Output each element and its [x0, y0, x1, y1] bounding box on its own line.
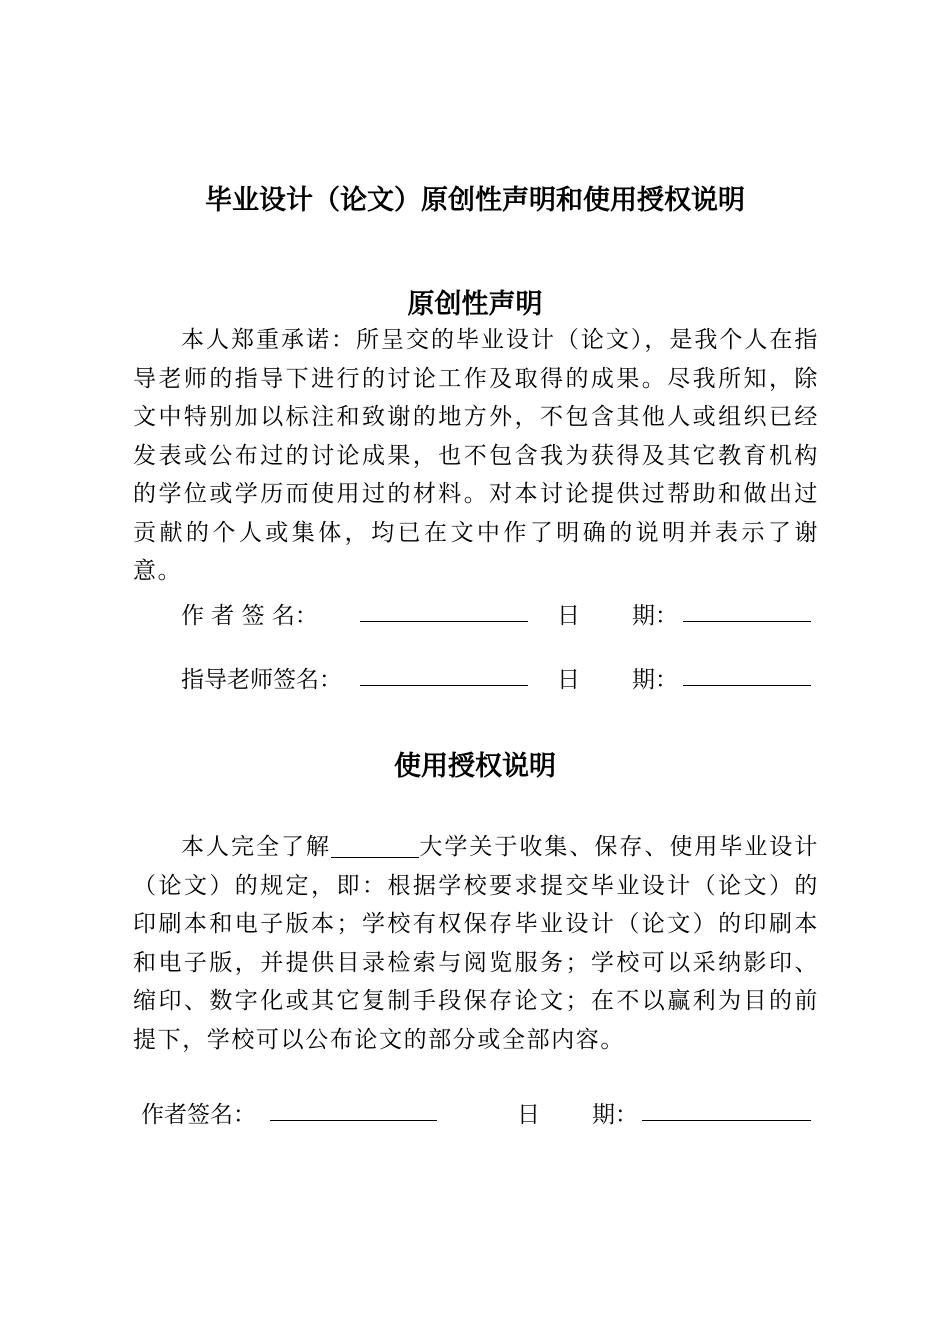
- date-label-char-2: 期：: [632, 603, 678, 629]
- date-label-char-2: 期：: [592, 1102, 638, 1128]
- authorization-author-signature-line[interactable]: [270, 1098, 437, 1121]
- originality-statement-body: 本人郑重承诺：所呈交的毕业设计（论文），是我个人在指导老师的指导下进行的讨论工作及取得的成果。尽我所知，除文中特别加以标注和致谢的地方外，不包含其他人或组织已经发表或公布过的讨论成果，也不包含我为获得及其它教育机构的学位或学历而使用过的材料。对本讨论提供过帮助和做出过贡献的个人或集体，均已在文中作了明确的说明并表示了谢意。: [133, 327, 819, 584]
- advisor-signature-line[interactable]: [360, 663, 528, 686]
- author-date-line[interactable]: [683, 599, 811, 622]
- date-label-char-1: 日: [517, 1102, 540, 1128]
- authorization-statement-body: [133, 828, 819, 1059]
- university-name-blank[interactable]: [331, 837, 419, 858]
- originality-section-title: 原创性声明: [407, 289, 543, 320]
- document-title: 毕业设计（论文）原创性声明和使用授权说明: [205, 185, 745, 216]
- authorization-author-signature-label: 作者签名：: [141, 1102, 256, 1128]
- authorization-body-prefix: 本人完全了解: [181, 834, 331, 860]
- author-signature-label: 作 者 签 名：: [181, 603, 318, 629]
- date-label-char-2: 期：: [632, 667, 678, 693]
- advisor-date-line[interactable]: [683, 663, 811, 686]
- authorization-body-suffix: 大学关于收集、保存、使用毕业设计（论文）的规定，即：根据学校要求提交毕业设计（论文）的印刷本和电子版本；学校有权保存毕业设计（论文）的印刷本和电子版，并提供目录检索与阅览服务；学校可以采纳影印、缩印、数字化或其它复制手段保存论文；在不以赢利为目的前提下，学校可以公布论文的部分或全部内容。: [133, 834, 819, 1053]
- date-label-char-1: 日: [557, 603, 580, 629]
- authorization-date-line[interactable]: [642, 1098, 811, 1121]
- authorization-section-title: 使用授权说明: [394, 751, 556, 782]
- advisor-signature-label: 指导老师签名：: [181, 667, 342, 693]
- author-signature-line[interactable]: [360, 599, 528, 622]
- date-label-char-1: 日: [557, 667, 580, 693]
